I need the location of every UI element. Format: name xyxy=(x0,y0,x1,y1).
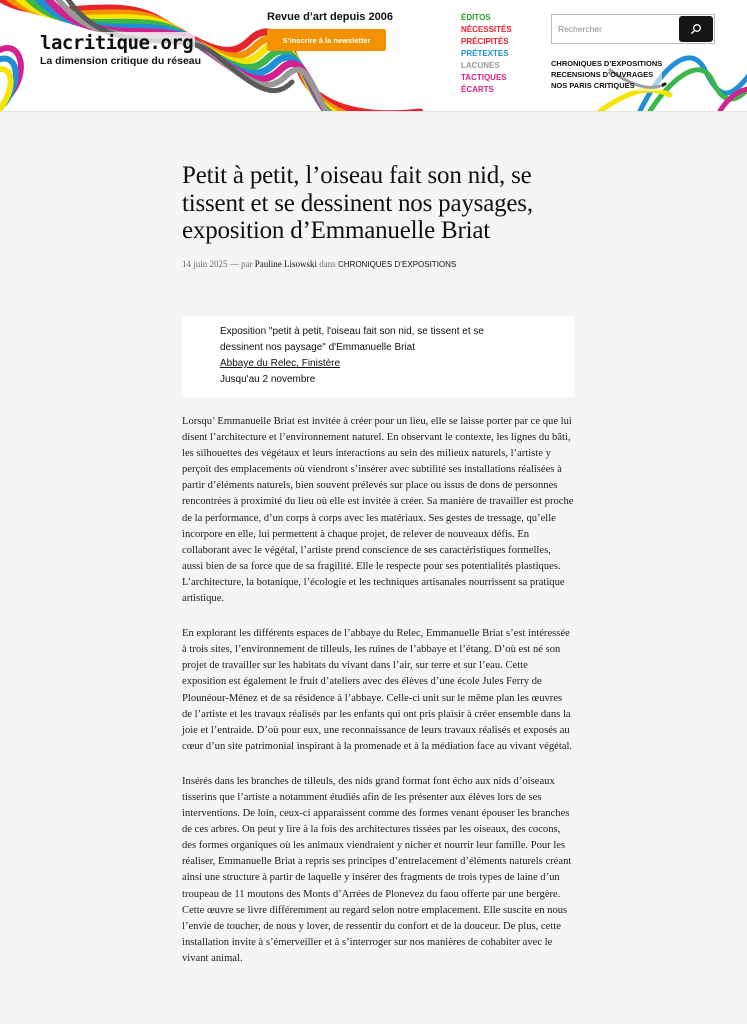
category-necessites[interactable]: NÉCESSITÉS xyxy=(461,25,512,34)
nav-recensions-ouvrages[interactable]: RECENSIONS D’OUVRAGES xyxy=(551,69,662,80)
infobox-dates: Jusqu'au 2 novembre xyxy=(220,374,316,385)
search-icon xyxy=(690,23,702,35)
search-button[interactable] xyxy=(679,16,713,42)
category-nav xyxy=(461,12,512,96)
by-prefix: — par xyxy=(229,258,253,269)
category-lacunes[interactable]: LACUNES xyxy=(461,61,500,70)
infobox-location-link[interactable]: Abbaye du Relec, Finistère xyxy=(220,358,341,369)
secondary-nav xyxy=(551,58,662,91)
revue-since-label: Revue d’art depuis 2006 xyxy=(267,11,393,23)
category-editos[interactable]: ÉDITOS xyxy=(461,13,491,22)
exhibition-infobox xyxy=(182,316,574,397)
article-meta xyxy=(182,259,574,269)
nav-chroniques-expositions[interactable]: CHRONIQUES D’EXPOSITIONS xyxy=(551,59,663,68)
site-tagline: La dimension critique du réseau xyxy=(40,55,202,67)
article-paragraph: En explorant les différents espaces de l’abbaye du Relec, Emmanuelle Briat s’est intéressée à trois sites, l’environnement de tilleuls, les ruines de l’abbaye et l’étang. D’où est né son projet de travailler sur les habitats du vivant dans l’air, sur terre et sur l’eau. Cette exposition est également le fruit d’ateliers avec des élèves d’une école Jules Ferry de Plounéour-Ménez et de sa résidence à l’abbaye. Celle-ci unit sur le même plan les œuvres de l’artiste et les travaux réalisés par les enfants qui ont pris plaisir à créer ensemble dans la joie et l’entraide. D’où pour eux, une reconnaissance de leurs travaux réalisés et exposés au cœur d’un site patrimonial inspirant à la promenade et à la médiation face au vivant végétal. xyxy=(182,628,573,752)
article-title: Petit à petit, l’oiseau fait son nid, se tissent et se dessinent nos paysages, exposition d’Emmanuelle Briat xyxy=(182,162,533,244)
search-input[interactable] xyxy=(552,15,680,43)
article-body xyxy=(182,414,574,986)
article-author-link[interactable]: Pauline Lisowski xyxy=(254,258,318,269)
in-word: dans xyxy=(319,258,336,269)
site-logo[interactable]: lacritique.org xyxy=(40,32,194,54)
article-date: 14 juin 2025 xyxy=(182,258,228,269)
search-form xyxy=(551,14,715,44)
article-category-link[interactable]: CHRONIQUES D’EXPOSITIONS xyxy=(338,259,457,269)
article-paragraph: Lorsqu’ Emmanuelle Briat est invitée à créer pour un lieu, elle se laisse porter par ce que lui disent l’architecture et l’environnement naturel. En observant le contexte, les lignes du bâti, les silhouettes des végétaux et leurs interactions au sein des milieux naturels, l’artiste y perçoit des emplacements où viendront s’insérer avec subtilité ses installations réalisées à partir d’éléments naturels, bien souvent prélevés sur place ou issus de dons de personnes rencontrées à proximité du lieu où elle est invitée à créer. Sa manière de travailler est proche de la performance, d’un corps à corps avec les matériaux. Ses gestes de tressage, qu’elle incorpore en elle, lui permettent à chaque projet, de relever de nouveaux défis. En collaborant avec le végétal, l’artiste prend conscience de ses caractéristiques formelles, aussi bien de sa force que de sa fragilité. Elle le respecte pour ses potentialités plastiques. L’architecture, la botanique, l’écologie et les techniques artisanales nourrissent sa pratique artistique. xyxy=(182,416,574,605)
article-header xyxy=(182,162,574,269)
infobox-line-1: Exposition "petit à petit, l'oiseau fait son nid, se tissent et se xyxy=(220,326,484,337)
wave-stroke xyxy=(0,69,11,111)
infobox-line-2: dessinent nos paysage" d'Emmanuelle Briat xyxy=(220,342,416,353)
site-header xyxy=(0,0,747,112)
category-ecarts[interactable]: ÉCARTS xyxy=(461,85,494,94)
article-paragraph: Insérés dans les branches de tilleuls, des nids grand format font écho aux nids d’oiseaux tisserins que l’artiste a notamment étudiés afin de les présenter aux élèves lors de ses interventions. De loin, ceux-ci apparaissent comme des formes venant épouser les branches de ces arbres. On peut y lire à la fois des architectures tissées par les oiseaux, des cocons, des formes organiques où les animaux viendraient y nicher et nourrir leur famille. Pour les réaliser, Emmanuelle Briat a repris ses principes d’entrelacement d’éléments naturels créant ainsi une structure à partir de laquelle y insérer des fragments de trois types de laine d’un troupeau de 11 moutons des Monts d’Arrées de Plonevez du faou offerte par une bergère. Cette œuvre se livre différemment au regard selon notre emplacement. Elle suscite en nous l’envie de toucher, de nous y lover, de ressentir du confort et de la douceur. De plus, cette installation invite à s’émerveiller et à s’interroger sur nos manières de cohabiter avec le vivant animal. xyxy=(182,775,572,964)
category-pretextes[interactable]: PRÉTEXTES xyxy=(461,49,509,58)
category-tactiques[interactable]: TACTIQUES xyxy=(461,73,507,82)
nav-paris-critiques[interactable]: NOS PARIS CRITIQUES xyxy=(551,80,662,91)
newsletter-signup-button[interactable]: S’inscrire à la newsletter xyxy=(267,29,386,51)
category-precipites[interactable]: PRÉCIPITÉS xyxy=(461,37,509,46)
